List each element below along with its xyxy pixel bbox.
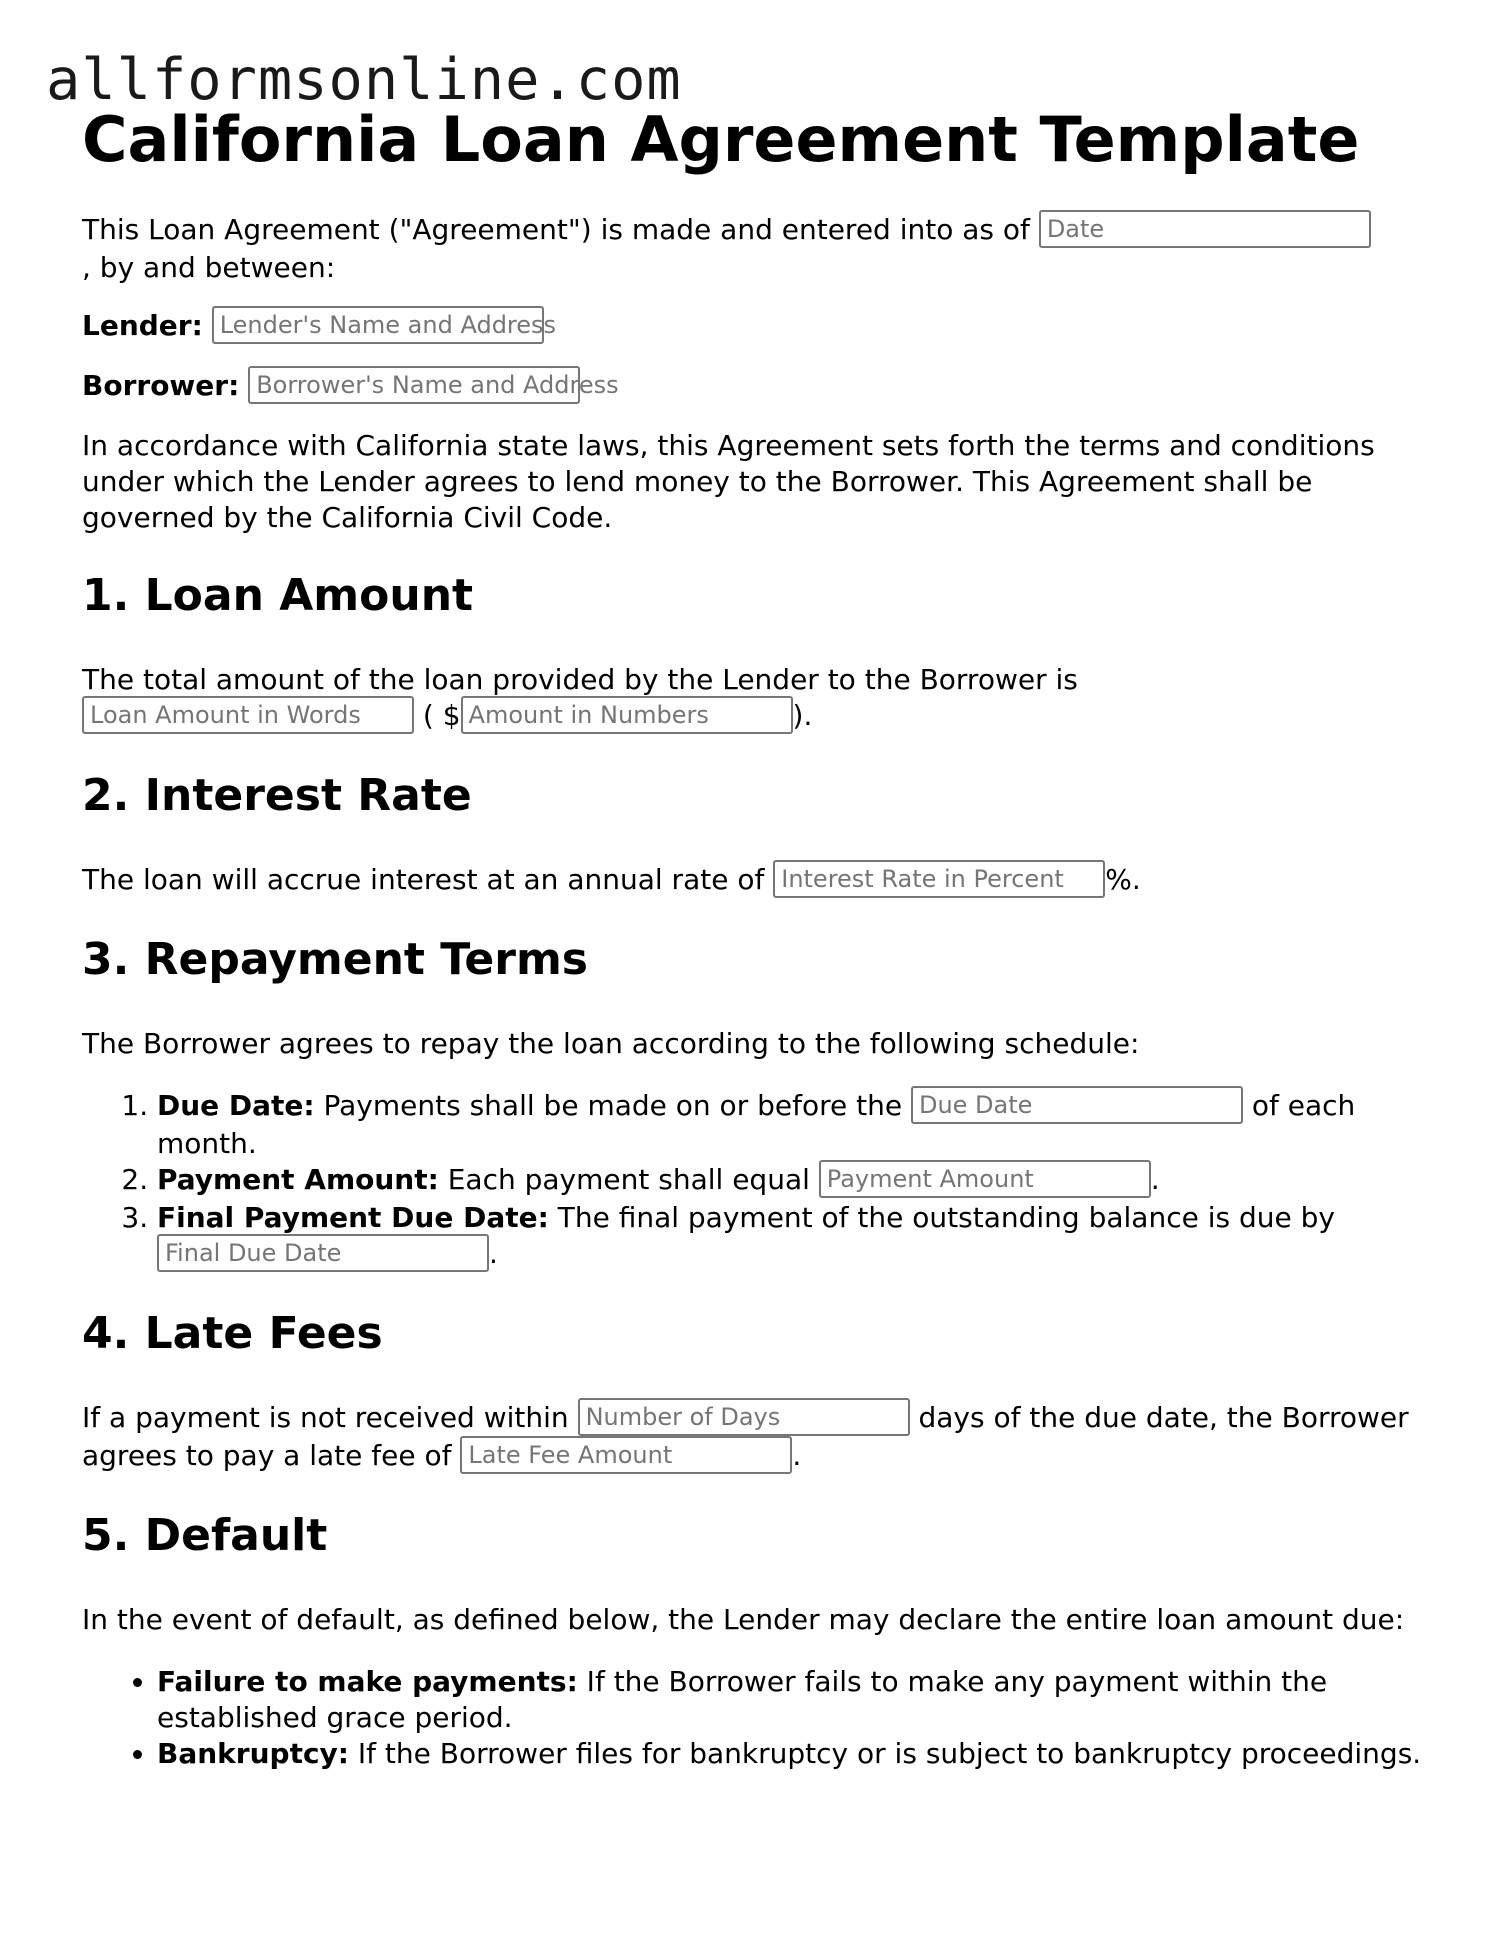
interest-end: %. (1105, 863, 1141, 896)
repayment-schedule-list (82, 1088, 1442, 1274)
lender-line (82, 308, 1442, 346)
default-paragraph: In the event of default, as defined below, the Lender may declare the entire loan amount due: (82, 1603, 1405, 1636)
list-item (157, 1200, 1442, 1274)
due-date-text: Payments shall be made on or before the (314, 1089, 911, 1122)
interest-rate-field[interactable]: Interest Rate in Percent (773, 860, 1105, 898)
section-heading-interest-rate: 2. Interest Rate (82, 770, 472, 821)
section-heading-late-fees: 4. Late Fees (82, 1308, 383, 1359)
borrower-line (82, 368, 1442, 406)
loan-amount-end: ). (792, 699, 813, 732)
loan-agreement-document (82, 100, 1442, 1772)
section-heading-repayment-terms: 3. Repayment Terms (82, 934, 588, 985)
lender-name-field[interactable]: Lender's Name and Address (212, 306, 544, 344)
intro-text-after: , by and between: (82, 251, 336, 284)
payment-amount-field[interactable]: Payment Amount (819, 1160, 1151, 1198)
document-title: California Loan Agreement Template (82, 103, 1360, 176)
late-fee-amount-field[interactable]: Late Fee Amount (460, 1436, 792, 1474)
final-payment-label: Final Payment Due Date: (157, 1201, 549, 1234)
payment-amount-label: Payment Amount: (157, 1163, 439, 1196)
final-due-date-field[interactable]: Final Due Date (157, 1234, 489, 1272)
bankruptcy-label: Bankruptcy: (157, 1737, 350, 1770)
list-item (157, 1162, 1442, 1200)
due-date-field[interactable]: Due Date (911, 1086, 1243, 1124)
section-heading-default: 5. Default (82, 1510, 328, 1561)
final-payment-text: The final payment of the outstanding balance is due by (548, 1201, 1335, 1234)
due-date-label: Due Date: (157, 1089, 315, 1122)
lender-label: Lender: (82, 309, 203, 342)
loan-amount-numbers-field[interactable]: Amount in Numbers (461, 696, 793, 734)
late-fees-end: . (792, 1439, 802, 1472)
due-date-text-after: of each month. (157, 1089, 1356, 1160)
number-of-days-field[interactable]: Number of Days (578, 1398, 910, 1436)
list-item (157, 1088, 1442, 1162)
bankruptcy-text: If the Borrower files for bankruptcy or is subject to bankruptcy proceedings. (349, 1737, 1422, 1770)
loan-amount-text: The total amount of the loan provided by the Lender to the Borrower is (82, 663, 1078, 696)
repayment-paragraph: The Borrower agrees to repay the loan according to the following schedule: (82, 1027, 1140, 1060)
interest-text: The loan will accrue interest at an annual rate of (82, 863, 774, 896)
date-field[interactable]: Date (1039, 210, 1371, 248)
payment-amount-text-after: . (1150, 1163, 1160, 1196)
borrower-name-field[interactable]: Borrower's Name and Address (248, 366, 580, 404)
late-fees-text-1: If a payment is not received within (82, 1401, 578, 1434)
failure-to-pay-text: If the Borrower fails to make any payment within the established grace period. (157, 1665, 1328, 1734)
governing-law-paragraph: In accordance with California state laws, this Agreement sets forth the terms and conditions under which the Lender agrees to lend money to the Borrower. This Agreement shall be governed by the California Civil Code. (82, 429, 1375, 534)
intro-paragraph (82, 212, 1442, 286)
intro-text-before: This Loan Agreement ("Agreement") is made and entered into as of (82, 213, 1039, 246)
late-fees-paragraph (82, 1400, 1442, 1476)
final-payment-text-after: . (489, 1237, 498, 1270)
interest-paragraph (82, 862, 1442, 900)
section-heading-loan-amount: 1. Loan Amount (82, 570, 474, 621)
site-watermark: allformsonline.com (46, 47, 682, 113)
borrower-label: Borrower: (82, 369, 240, 402)
list-item (157, 1736, 1442, 1772)
late-fees-text-2: days of the due date, the Borrower agrees to pay a late fee of (82, 1401, 1409, 1472)
list-item (157, 1664, 1442, 1736)
failure-to-pay-label: Failure to make payments: (157, 1665, 578, 1698)
payment-amount-text: Each payment shall equal (438, 1163, 819, 1196)
loan-amount-mid: ( $ (414, 699, 461, 732)
loan-amount-words-field[interactable]: Loan Amount in Words (82, 696, 414, 734)
default-conditions-list (82, 1664, 1442, 1772)
loan-amount-paragraph (82, 662, 1442, 736)
